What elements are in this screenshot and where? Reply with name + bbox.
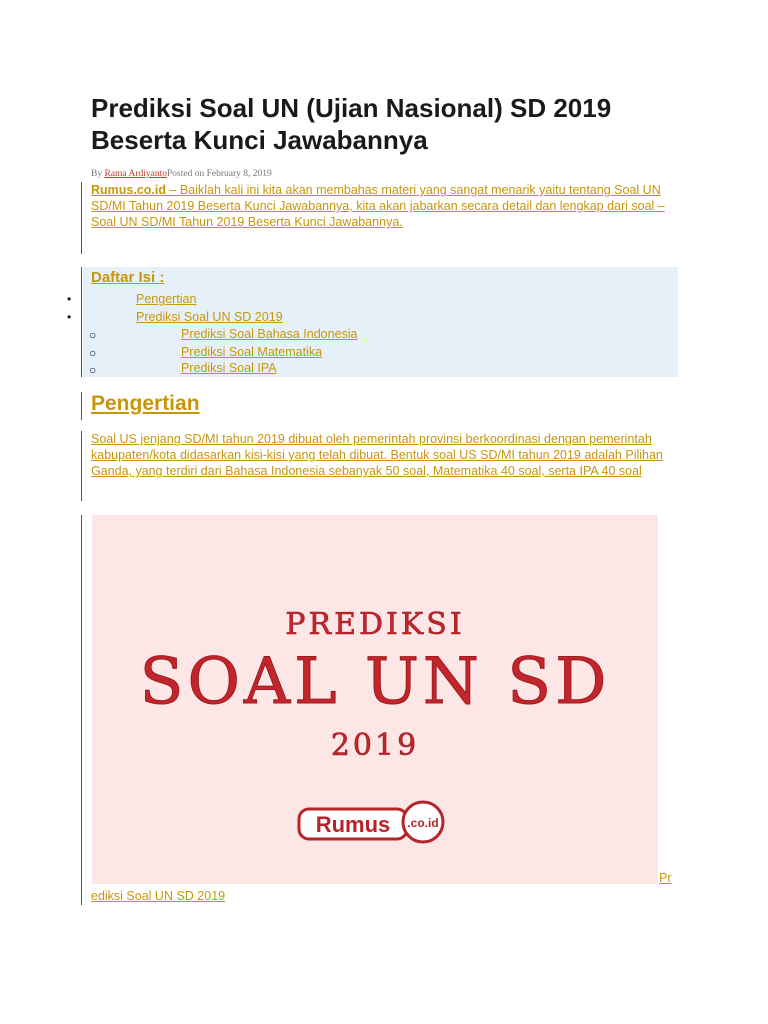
toc-item-ipa[interactable]: Prediksi Soal IPA (181, 361, 277, 375)
bullet-disc: • (67, 292, 72, 306)
toc-item-pengertian[interactable]: Pengertian (136, 292, 197, 306)
logo-text: Rumus (315, 812, 391, 837)
site-name: Rumus.co.id (91, 183, 167, 197)
byline-prefix: By (91, 169, 105, 179)
image-text-soal-un-sd: SOAL UN SD (139, 645, 611, 719)
featured-image[interactable] (92, 515, 658, 884)
toc-item-matematika[interactable]: Prediksi Soal Matematika (181, 345, 323, 359)
bullet-disc: • (67, 310, 72, 324)
bullet-circle: ○ (89, 328, 97, 342)
bullet-circle: ○ (89, 363, 97, 377)
article-title: Prediksi Soal UN (Ujian Nasional) SD 2019 Beserta Kunci Jawabannya (91, 93, 612, 155)
post-date: Posted on February 8, 2019 (167, 169, 272, 179)
image-text-year: 2019 (330, 728, 420, 763)
intro-text: – Baiklah kali ini kita akan membahas materi yang sangat menarik yaitu tentang Soal UN SD/MI Tahun 2019 Beserta Kunci Jawabannya, kita akan jabarkan secara detail dan lengkap dari soal – Soal UN SD/MI Tahun 2019 Beserta Kunci Jawabannya. (91, 183, 665, 229)
logo-suffix: .co.id (407, 816, 439, 830)
toc-title[interactable]: Daftar Isi : (91, 269, 165, 286)
byline (91, 169, 272, 179)
image-caption-end[interactable]: ediksi Soal UN SD 2019 (91, 889, 226, 903)
quote-bar-heading (81, 392, 82, 420)
section-paragraph-link[interactable]: Soal US jenjang SD/MI tahun 2019 dibuat oleh pemerintah provinsi berkoordinasi dengan pemerintah kabupaten/kota didasarkan kisi-kisi yang telah dibuat. Bentuk soal US SD/MI tahun 2019 adalah Pilihan Ganda, yang terdiri dari Bahasa Indonesia sebanyak 50 soal, Matematika 40 soal, serta IPA 40 soal (91, 432, 663, 478)
quote-bar-toc (81, 267, 82, 377)
toc-item-prediksi-soal[interactable]: Prediksi Soal UN SD 2019 (136, 310, 283, 324)
intro-link[interactable] (91, 183, 665, 229)
section-heading[interactable]: Pengertian (91, 392, 200, 415)
toc-item-bahasa-indonesia[interactable]: Prediksi Soal Bahasa Indonesia (181, 327, 358, 341)
image-text-prediksi: PREDIKSI (285, 607, 465, 642)
rumus-logo (297, 799, 457, 849)
image-caption-start[interactable]: Pr (659, 871, 672, 885)
intro-paragraph (91, 182, 681, 230)
quote-bar-intro (81, 182, 82, 254)
quote-bar-figure (81, 515, 82, 905)
author-link[interactable]: Rama Ardiyanto (104, 169, 167, 179)
quote-bar-paragraph (81, 431, 82, 501)
bullet-circle: ○ (89, 346, 97, 360)
section-paragraph (91, 431, 681, 479)
